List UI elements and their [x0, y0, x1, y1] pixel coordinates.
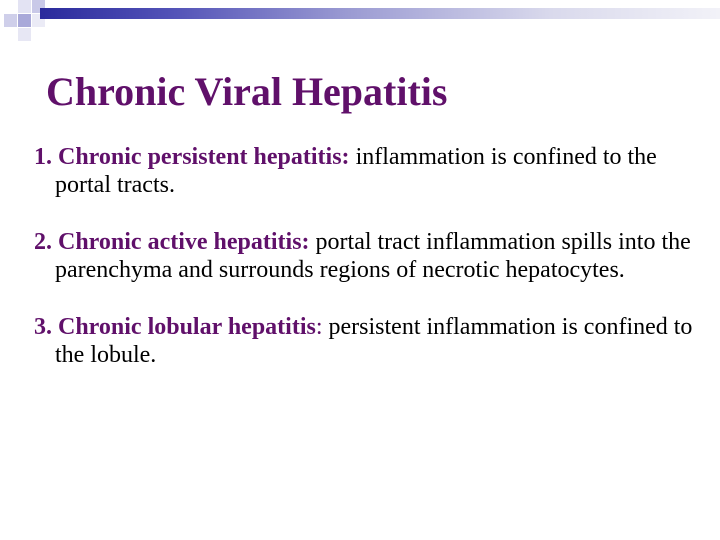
- item-description: inflammation is confined to the portal tracts.: [55, 144, 657, 198]
- list-item: [34, 313, 704, 369]
- list-item: [34, 143, 704, 199]
- item-number: 2.: [34, 229, 52, 255]
- slide-title: Chronic Viral Hepatitis: [46, 69, 448, 114]
- deco-square: [4, 14, 17, 27]
- item-term: Chronic persistent hepatitis:: [58, 144, 350, 170]
- item-number: 1.: [34, 144, 52, 170]
- deco-square: [18, 28, 31, 41]
- list-item: [34, 228, 704, 284]
- decorative-squares: [0, 0, 60, 44]
- item-term-colon: :: [315, 314, 323, 340]
- item-description: persistent inflammation is confined to the lobule.: [55, 314, 693, 368]
- deco-square: [18, 0, 31, 13]
- slide-content: [34, 143, 704, 398]
- item-description: portal tract inflammation spills into the parenchyma and surrounds regions of necrotic hepatocytes.: [55, 229, 691, 283]
- item-term: Chronic active hepatitis:: [58, 229, 310, 255]
- deco-square: [18, 14, 31, 27]
- item-number: 3.: [34, 314, 52, 340]
- header-gradient-bar: [40, 8, 720, 19]
- item-term: Chronic lobular hepatitis: [58, 314, 316, 340]
